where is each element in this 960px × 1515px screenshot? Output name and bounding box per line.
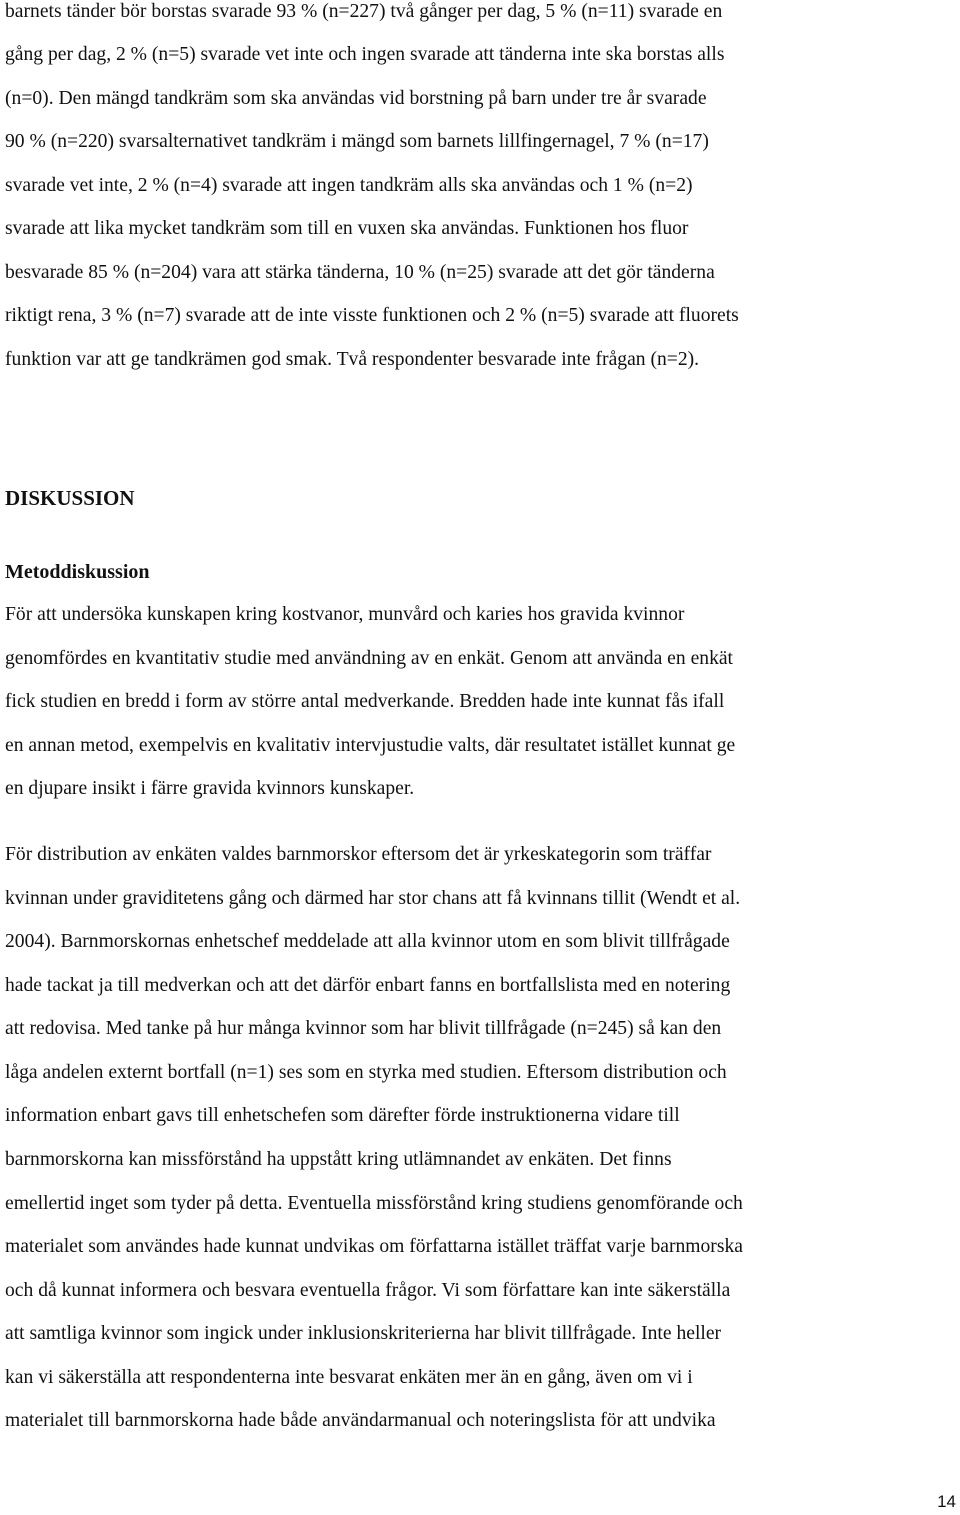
text-line: För att undersöka kunskapen kring kostvanor, munvård och karies hos gravida kvinnor [5,604,685,625]
text-line: en djupare insikt i färre gravida kvinnors kunskaper. [5,778,415,799]
text-line: att redovisa. Med tanke på hur många kvinnor som har blivit tillfrågade (n=245) så kan den [5,1018,722,1039]
text-line: att samtliga kvinnor som ingick under inklusionskriterierna har blivit tillfrågade. Inte heller [5,1323,722,1344]
text-line: och då kunnat informera och besvara eventuella frågor. Vi som författare kan inte säkerställa [5,1280,731,1301]
subsection-heading: Metoddiskussion [5,561,150,583]
text-line: svarade att lika mycket tandkräm som till en vuxen ska användas. Funktionen hos fluor [5,218,689,239]
text-line: 2004). Barnmorskornas enhetschef meddelade att alla kvinnor utom en som blivit tillfrågade [5,931,730,952]
text-line: emellertid inget som tyder på detta. Eventuella missförstånd kring studiens genomförande och [5,1193,743,1214]
text-line: kan vi säkerställa att respondenterna inte besvarat enkäten mer än en gång, även om vi i [5,1367,693,1388]
text-line: 90 % (n=220) svarsalternativet tandkräm i mängd som barnets lillfingernagel, 7 % (n=17) [5,131,709,152]
text-line: gång per dag, 2 % (n=5) svarade vet inte och ingen svarade att tänderna inte ska borstas alls [5,44,725,65]
text-line: materialet som användes hade kunnat undvikas om författarna istället träffat varje barnmorska [5,1236,743,1257]
section-heading: DISKUSSION [5,486,135,510]
text-line: För distribution av enkäten valdes barnmorskor eftersom det är yrkeskategorin som träffar [5,844,712,865]
text-line: besvarade 85 % (n=204) vara att stärka tänderna, 10 % (n=25) svarade att det gör tänderna [5,262,715,283]
text-line: barnets tänder bör borstas svarade 93 % (n=227) två gånger per dag, 5 % (n=11) svarade en [5,1,723,22]
text-line: låga andelen externt bortfall (n=1) ses som en styrka med studien. Eftersom distribution och [5,1062,727,1083]
text-line: information enbart gavs till enhetschefen som därefter förde instruktionerna vidare till [5,1105,680,1126]
page-number: 14 [937,1492,956,1511]
text-line: svarade vet inte, 2 % (n=4) svarade att ingen tandkräm alls ska användas och 1 % (n=2) [5,175,693,196]
text-line: hade tackat ja till medverkan och att det därför enbart fanns en bortfallslista med en notering [5,975,731,996]
text-line: funktion var att ge tandkrämen god smak. Två respondenter besvarade inte frågan (n=2). [5,349,700,370]
text-line: en annan metod, exempelvis en kvalitativ intervjustudie valts, där resultatet istället kunnat ge [5,735,736,756]
text-line: genomfördes en kvantitativ studie med användning av en enkät. Genom att använda en enkät [5,648,734,669]
text-line: materialet till barnmorskorna hade både användarmanual och noteringslista för att undvika [5,1410,716,1431]
text-line: riktigt rena, 3 % (n=7) svarade att de inte visste funktionen och 2 % (n=5) svarade att fluorets [5,305,739,326]
text-line: fick studien en bredd i form av större antal medverkande. Bredden hade inte kunnat fås ifall [5,691,725,712]
text-line: barnmorskorna kan missförstånd ha uppstått kring utlämnandet av enkäten. Det finns [5,1149,672,1170]
text-line: (n=0). Den mängd tandkräm som ska användas vid borstning på barn under tre år svarade [5,88,707,109]
text-line: kvinnan under graviditetens gång och därmed har stor chans att få kvinnans tillit (Wendt et al. [5,888,741,909]
